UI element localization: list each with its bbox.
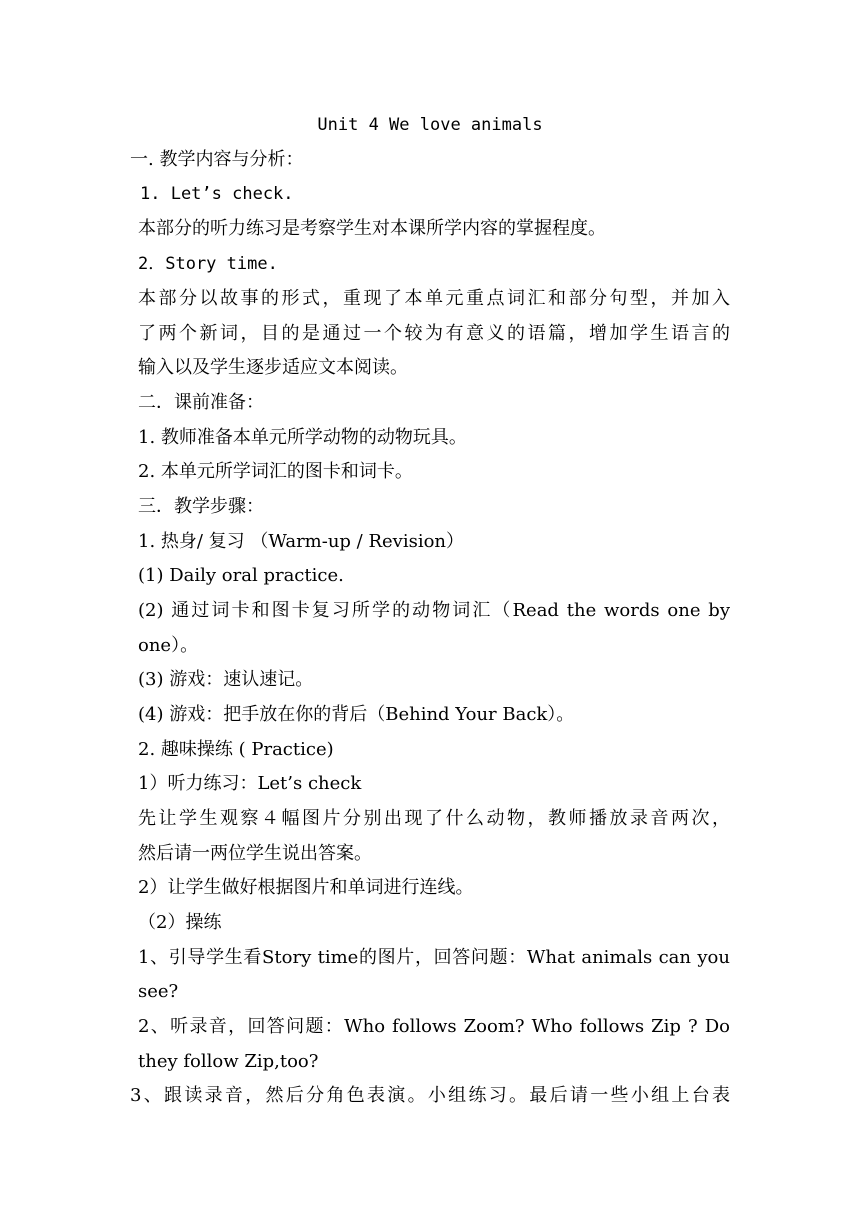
list-item: 2. 趣味操练 ( Practice) — [138, 739, 334, 760]
list-item: (3) 游戏：速认速记。 — [138, 669, 314, 690]
paragraph-line: 输入以及学生逐步适应文本阅读。 — [138, 357, 408, 378]
paragraph-line: see? — [138, 981, 179, 1002]
paragraph-line: 2、听录音，回答问题：Who follows Zoom? Who follows Zip ? Do — [138, 1016, 730, 1037]
section-heading-2: 二．课前准备： — [138, 392, 264, 413]
paragraph-line: 本部分以故事的形式，重现了本单元重点词汇和部分句型，并加入 — [138, 288, 730, 309]
list-item: 1. Let’s check. — [140, 184, 294, 204]
list-item: 2．Story time. — [138, 254, 278, 274]
paragraph-line: 先让学生观察４幅图片分别出现了什么动物，教师播放录音两次， — [138, 808, 730, 829]
list-item: (4) 游戏：把手放在你的背后（Behind Your Back）。 — [138, 704, 575, 725]
paragraph-line: 了两个新词，目的是通过一个较为有意义的语篇，增加学生语言的 — [138, 323, 730, 344]
list-item: 1）听力练习：Let’s check — [138, 773, 362, 794]
paragraph-line: one）。 — [138, 635, 199, 656]
paragraph-line: 1、引导学生看Story time的图片，回答问题：What animals can you — [138, 947, 730, 968]
paragraph-line: 然后请一两位学生说出答案。 — [138, 843, 372, 864]
list-item: （2）操练 — [138, 912, 222, 933]
paragraph-line: (2) 通过词卡和图卡复习所学的动物词汇（Read the words one by — [138, 600, 730, 621]
paragraph-line: they follow Zip,too? — [138, 1051, 319, 1072]
section-heading-1: 一. 教学内容与分析： — [130, 149, 304, 170]
document-title: Unit 4 We love animals — [317, 115, 543, 135]
paragraph: 本部分的听力练习是考察学生对本课所学内容的掌握程度。 — [138, 218, 606, 239]
list-item: 2）让学生做好根据图片和单词进行连线。 — [138, 877, 474, 898]
list-item: (1) Daily oral practice. — [138, 565, 344, 586]
list-item: 2. 本单元所学词汇的图卡和词卡。 — [138, 461, 413, 482]
section-heading-3: 三．教学步骤： — [138, 496, 264, 517]
list-item: 1. 教师准备本单元所学动物的动物玩具。 — [138, 427, 467, 448]
list-item: 1. 热身/ 复习 （Warm-up / Revision） — [138, 531, 465, 552]
paragraph-line: 3、跟读录音，然后分角色表演。小组练习。最后请一些小组上台表 — [130, 1085, 730, 1106]
